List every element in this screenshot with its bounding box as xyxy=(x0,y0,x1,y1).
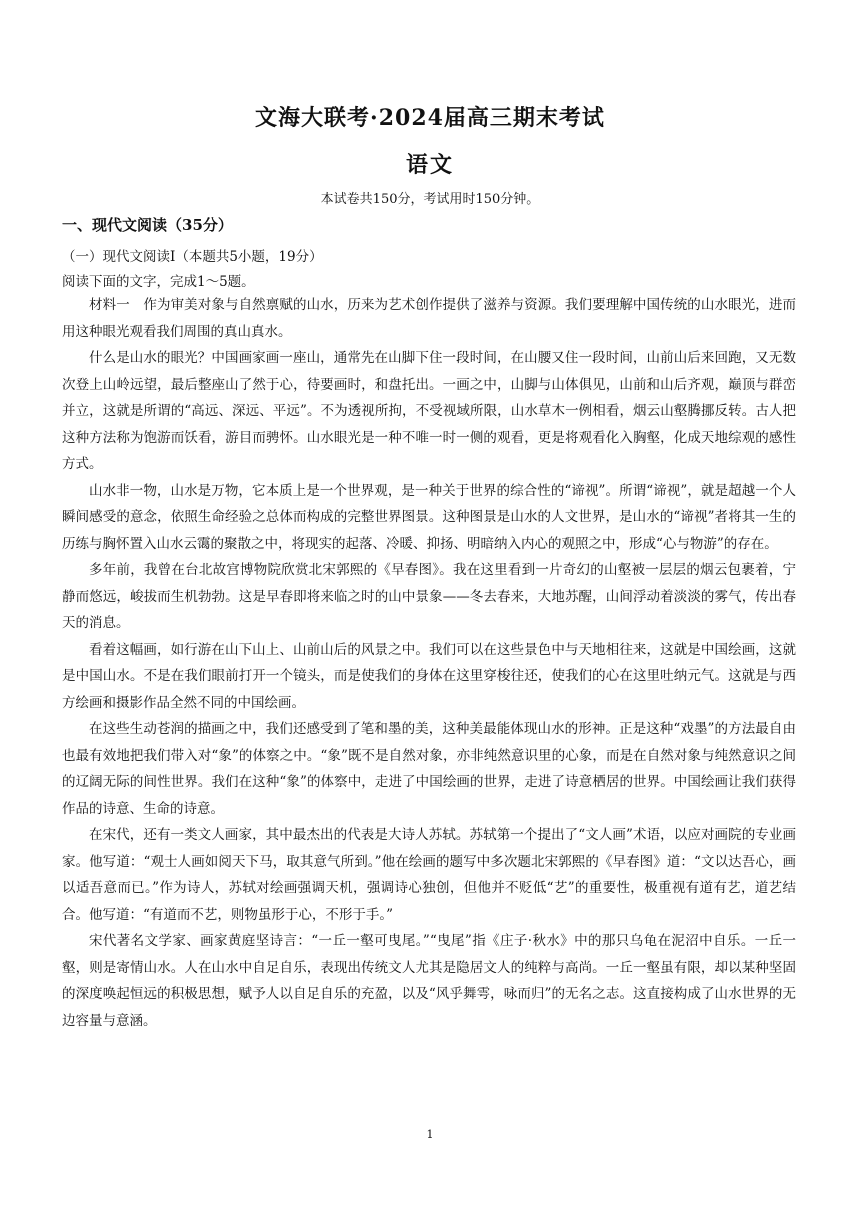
page-number: 1 xyxy=(426,1128,434,1141)
paragraph: 宋代著名文学家、画家黄庭坚诗言：“一丘一壑可曳尾。”“曳尾”指《庄子·秋水》中的那只乌龟在泥沼中自乐。一丘一壑，则是寄情山水。人在山水中自足自乐，表现出传统文人尤其是隐居文人的纯粹与高尚。一丘一壑虽有限，却以某种坚固的深度唤起恒远的积极思想，赋予人以自足自乐的充盈，以及“风乎舞雩，咏而归”的无名之志。这直接构成了山水世界的无边容量与意涵。 xyxy=(62,933,796,1029)
sub-section-heading: （一）现代文阅读Ⅰ（本题共5小题，19分） xyxy=(62,249,323,265)
reading-instruction: 阅读下面的文字，完成1～5题。 xyxy=(62,274,255,290)
paragraph: 材料一 作为审美对象与自然禀赋的山水，历来为艺术创作提供了滋养与资源。我们要理解中国传统的山水眼光，进而用这种眼光观看我们周围的真山真水。 xyxy=(62,297,796,340)
paragraph: 什么是山水的眼光？中国画家画一座山，通常先在山脚下住一段时间，在山腰又住一段时间，山前山后来回跑，又无数次登上山岭远望，最后整座山了然于心，待要画时，和盘托出。一画之中，山脚与山体俱见，山前和山后齐观，巅顶与群峦并立，这就是所谓的“高远、深远、平远”。不为透视所拘，不受视域所限，山水草木一例相看，烟云山壑腾挪反转。古人把这种方法称为饱游而饫看，游目而骋怀。山水眼光是一种不唯一时一侧的观看，更是将观看化入胸壑，化成天地综观的感性方式。 xyxy=(62,350,796,472)
paragraph: 在这些生动苍润的描画之中，我们还感受到了笔和墨的美，这种美最能体现山水的形神。正是这种“戏墨”的方法最自由也最有效地把我们带入对“象”的体察之中。“象”既不是自然对象，亦非纯然意识里的心象，而是在自然对象与纯然意识之间的辽阔无际的间性世界。我们在这种“象”的体察中，走进了中国绘画的世界，走进了诗意栖居的世界。中国绘画让我们获得作品的诗意、生命的诗意。 xyxy=(62,721,796,817)
paragraph: 在宋代，还有一类文人画家，其中最杰出的代表是大诗人苏轼。苏轼第一个提出了“文人画”术语，以应对画院的专业画家。他写道：“观士人画如阅天下马，取其意气所到。”他在绘画的题写中多次题北宋郭熙的《早春图》道：“文以达吾心，画以适吾意而已。”作为诗人，苏轼对绘画强调天机，强调诗心独创，但他并不贬低“艺”的重要性，极重视有道有艺，道艺结合。他写道：“有道而不艺，则物虽形于心，不形于手。” xyxy=(62,827,796,923)
exam-note: 本试卷共150分，考试用时150分钟。 xyxy=(320,192,540,207)
section-heading: 一、现代文阅读（35分） xyxy=(62,216,233,234)
paragraph: 看着这幅画，如行游在山下山上、山前山后的风景之中。我们可以在这些景色中与天地相往来，这就是中国绘画，这就是中国山水。不是在我们眼前打开一个镜头，而是使我们的身体在这里穿梭往还，使我们的心在这里吐纳元气。这就是与西方绘画和摄影作品全然不同的中国绘画。 xyxy=(62,641,796,711)
exam-title: 文海大联考·2024届高三期末考试 xyxy=(255,105,605,131)
article-body xyxy=(62,292,796,1034)
paragraph: 山水非一物，山水是万物，它本质上是一个世界观，是一种关于世界的综合性的“谛视”。所谓“谛视”，就是超越一个人瞬间感受的意念，依照生命经验之总体而构成的完整世界图景。这种图景是山水的人文世界，是山水的“谛视”者将其一生的历练与胸怀置入山水云霭的聚散之中，将现实的起落、冷暖、抑扬、明暗纳入内心的观照之中，形成“心与物游”的存在。 xyxy=(62,482,796,552)
paragraph: 多年前，我曾在台北故宫博物院欣赏北宋郭熙的《早春图》。我在这里看到一片奇幻的山壑被一层层的烟云包裹着，宁静而悠远，峻拔而生机勃勃。这是早春即将来临之时的山中景象——冬去春来，大地苏醒，山间浮动着淡淡的雾气，传出春天的消息。 xyxy=(62,562,796,631)
subject-title: 语文 xyxy=(405,152,454,178)
